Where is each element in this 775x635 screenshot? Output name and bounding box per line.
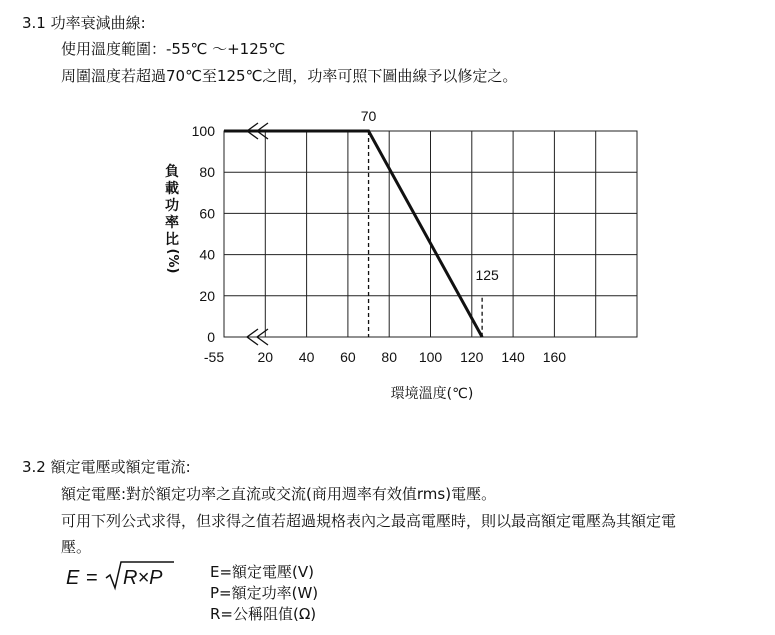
y-tick-label: 40 bbox=[199, 246, 215, 263]
annotation-layer bbox=[361, 108, 499, 337]
x-tick-label: 60 bbox=[340, 349, 356, 365]
temperature-range-text: 使用溫度範圍：-55℃ ～+125℃ bbox=[61, 40, 286, 58]
y-tick-label: 100 bbox=[191, 123, 215, 139]
formula-equals: = bbox=[86, 567, 98, 589]
formula-def-r: R=公稱阻值(Ω) bbox=[210, 605, 317, 623]
rated-voltage-definition: 額定電壓:對於額定功率之直流或交流(商用週率有效值rms)電壓。 bbox=[61, 485, 497, 503]
formula-radicand: R×P bbox=[123, 567, 163, 589]
x-axis-label: 環境溫度(℃) bbox=[390, 386, 474, 402]
x-tick-label: -55 bbox=[203, 349, 225, 365]
derating-curve bbox=[224, 131, 482, 337]
formula-lhs: E bbox=[66, 567, 80, 589]
derating-description-text: 周圍溫度若超過70℃至125℃之間，功率可照下圖曲線予以修定之。 bbox=[61, 67, 518, 85]
formula-description-line1: 可用下列公式求得，但求得之值若超過規格表內之最高電壓時，則以最高額定電壓為其額定電 bbox=[61, 512, 677, 530]
annotation-label: 125 bbox=[475, 266, 499, 283]
x-tick-label: 20 bbox=[257, 349, 274, 365]
y-tick-label: 0 bbox=[207, 329, 215, 345]
y-tick-label: 80 bbox=[199, 164, 215, 181]
x-tick-label: 80 bbox=[381, 349, 397, 365]
y-tick-label: 60 bbox=[199, 205, 215, 222]
y-axis-label-char: 負 bbox=[165, 164, 179, 180]
y-axis-label-char: (%) bbox=[165, 248, 180, 274]
x-tick-label: 140 bbox=[501, 349, 525, 365]
formula-def-p: P=額定功率(W) bbox=[210, 584, 319, 602]
y-tick-labels bbox=[192, 123, 216, 345]
y-axis-label-char: 功 bbox=[165, 198, 179, 214]
section-3-2-heading: 3.2 額定電壓或額定電流: bbox=[22, 458, 191, 476]
y-tick-label: 20 bbox=[199, 287, 215, 304]
y-axis-label-char: 率 bbox=[165, 215, 179, 231]
annotation-label: 70 bbox=[360, 108, 377, 124]
y-axis-label-char: 比 bbox=[165, 232, 179, 248]
formula-def-e: E=額定電壓(V) bbox=[210, 563, 315, 581]
derating-curve-layer bbox=[224, 123, 482, 345]
formula-description-line2: 壓。 bbox=[61, 538, 92, 556]
y-axis-label-char: 載 bbox=[165, 181, 179, 197]
x-tick-labels bbox=[204, 349, 566, 365]
x-tick-label: 40 bbox=[298, 349, 315, 365]
voltage-formula bbox=[66, 560, 176, 592]
x-tick-label: 160 bbox=[542, 349, 567, 365]
x-tick-label: 100 bbox=[418, 349, 443, 365]
chart-grid bbox=[224, 131, 637, 337]
x-tick-label: 120 bbox=[460, 349, 484, 365]
section-3-1-heading: 3.1 功率衰減曲線: bbox=[22, 14, 146, 32]
